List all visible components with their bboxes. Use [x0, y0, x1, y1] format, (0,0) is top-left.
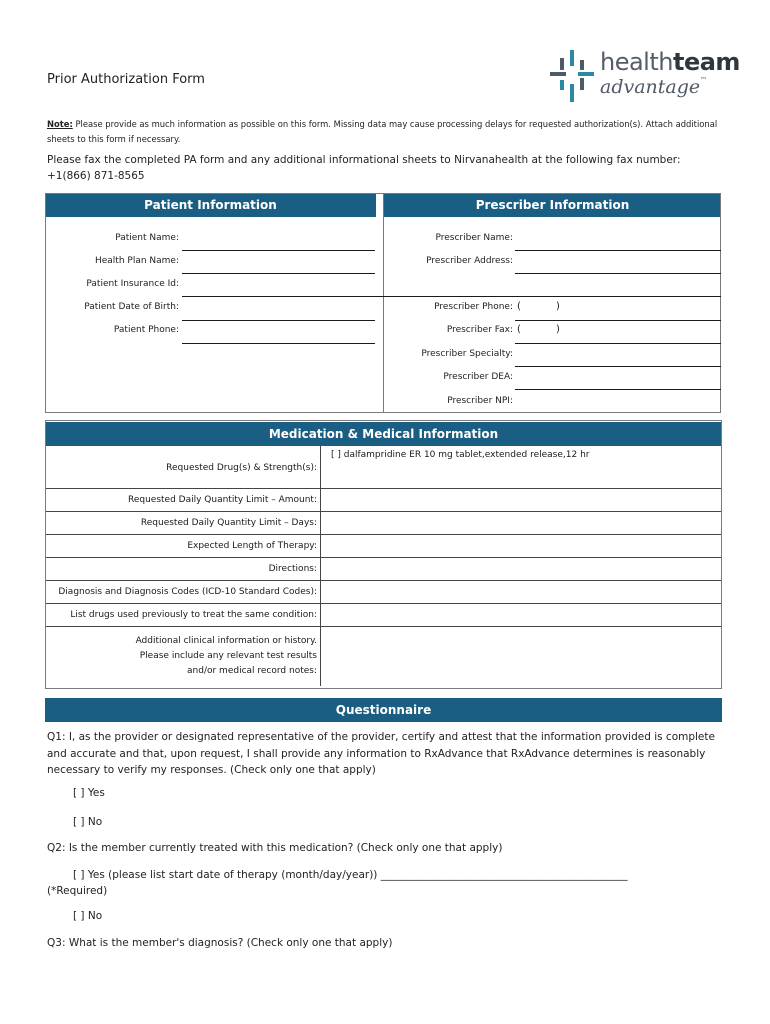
prescriber-phone-label: Prescriber Phone: — [434, 302, 513, 312]
medication-row-label: Expected Length of Therapy: — [46, 535, 321, 557]
medication-row — [46, 557, 721, 580]
prescriber-npi-label: Prescriber NPI: — [447, 396, 513, 406]
healthteam-logo — [550, 48, 740, 104]
medication-row-label: Directions: — [46, 558, 321, 580]
medication-row-value[interactable] — [321, 535, 721, 557]
prescriber-address-field[interactable] — [515, 273, 721, 274]
health-plan-label: Health Plan Name: — [94, 256, 179, 266]
question-1: Q1: I, as the provider or designated representative of the provider, certify and attest that the information provided is complete and accurate and that, upon request, I shall provide any information to RxAdvance that RxAdvance determines is reasonably necessary to verify my responses. (Check only one that apply) — [47, 731, 715, 776]
medication-row-value[interactable] — [321, 604, 721, 626]
fax-paren-close: ) — [556, 324, 560, 335]
q1-yes-option[interactable]: [ ] Yes — [73, 787, 105, 799]
questionnaire-header: Questionnaire — [45, 698, 722, 722]
prescriber-dea-label: Prescriber DEA: — [443, 372, 513, 382]
medication-header: Medication & Medical Information — [46, 422, 721, 446]
prescriber-info-header: Prescriber Information — [384, 193, 721, 217]
prescriber-fax-label: Prescriber Fax: — [446, 325, 513, 335]
patient-phone-label: Patient Phone: — [113, 325, 179, 335]
question-3: Q3: What is the member's diagnosis? (Check only one that apply) — [47, 937, 393, 949]
prescriber-specialty-label: Prescriber Specialty: — [421, 349, 513, 359]
q1-no-option[interactable]: [ ] No — [73, 816, 103, 828]
medication-row — [46, 534, 721, 557]
prescriber-dea-field[interactable] — [515, 389, 721, 390]
logo-wordmark: healthteam — [600, 48, 740, 76]
patient-phone-field[interactable] — [182, 343, 375, 344]
q2-no-option[interactable]: [ ] No — [73, 910, 103, 922]
patient-dob-field[interactable] — [182, 320, 375, 321]
phone-paren-close: ) — [556, 301, 560, 312]
medication-row-value[interactable]: [ ] dalfampridine ER 10 mg tablet,extended release,12 hr — [331, 450, 590, 460]
health-plan-field[interactable] — [182, 273, 375, 274]
prescriber-name-field[interactable] — [515, 250, 721, 251]
prescriber-fax-field[interactable] — [515, 343, 721, 344]
medication-row-label: Requested Daily Quantity Limit – Amount: — [46, 489, 321, 511]
prescriber-specialty-field[interactable] — [515, 366, 721, 367]
medication-row-value[interactable] — [321, 558, 721, 580]
logo-tagline: advantage™ — [600, 76, 708, 98]
q2-yes-option[interactable]: [ ] Yes (please list start date of therapy (month/day/year)) _______________________________________________ — [73, 869, 628, 881]
form-title: Prior Authorization Form — [47, 72, 205, 87]
note-text: Note: Please provide as much information as possible on this form. Missing data may cause processing delays for requested authorization(s). Attach additional sheets to this form if necessary. — [47, 119, 718, 144]
medication-row-value[interactable] — [321, 512, 721, 534]
medication-row-label: Requested Daily Quantity Limit – Days: — [46, 512, 321, 534]
insurance-id-label: Patient Insurance Id: — [86, 279, 179, 289]
medication-row — [46, 580, 721, 603]
patient-name-label: Patient Name: — [115, 233, 179, 243]
medication-row-label: Additional clinical information or history. Please include any relevant test results and/or medical record notes: — [46, 627, 321, 686]
medication-row-label: Requested Drug(s) & Strength(s): — [46, 446, 321, 488]
medication-row-value[interactable] — [321, 627, 721, 686]
prescriber-address-label: Prescriber Address: — [426, 256, 513, 266]
question-2: Q2: Is the member currently treated with this medication? (Check only one that apply) — [47, 842, 503, 854]
phone-paren-open: ( — [517, 301, 521, 312]
medication-row — [46, 446, 721, 488]
medication-row-label: Diagnosis and Diagnosis Codes (ICD-10 Standard Codes): — [46, 581, 321, 603]
prescriber-phone-field[interactable] — [515, 320, 721, 321]
medication-row-label: List drugs used previously to treat the same condition: — [46, 604, 321, 626]
healthteam-cross-logo-icon — [550, 50, 594, 102]
medication-row-value[interactable] — [321, 581, 721, 603]
medication-row — [46, 626, 721, 686]
medication-row — [46, 511, 721, 534]
fax-instruction: Please fax the completed PA form and any additional informational sheets to Nirvanahealth at the following fax number: +1(866) 871-8565 — [47, 154, 681, 182]
insurance-id-field[interactable] — [182, 296, 721, 297]
medication-row — [46, 603, 721, 626]
q2-required-note: (*Required) — [47, 885, 108, 897]
patient-name-field[interactable] — [182, 250, 375, 251]
medication-row-value[interactable] — [321, 489, 721, 511]
medication-table — [46, 446, 721, 686]
medication-row — [46, 488, 721, 511]
patient-info-header: Patient Information — [45, 193, 376, 217]
patient-dob-label: Patient Date of Birth: — [84, 302, 179, 312]
prescriber-name-label: Prescriber Name: — [435, 233, 513, 243]
fax-paren-open: ( — [517, 324, 521, 335]
